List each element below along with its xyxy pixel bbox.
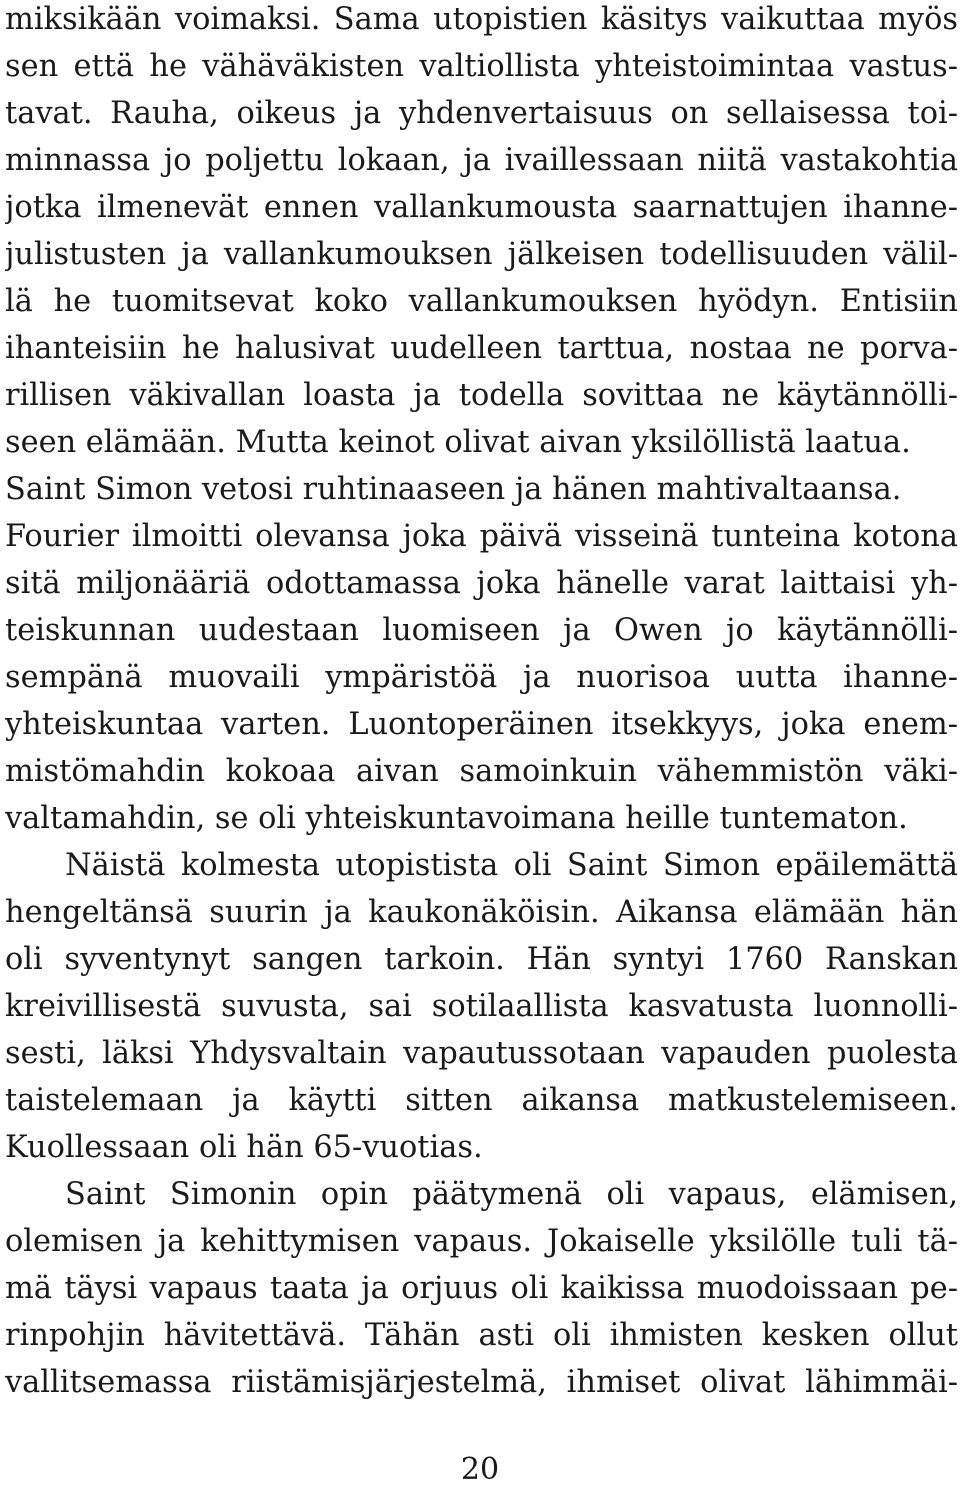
text-line: mä täysi vapaus taata ja orjuus oli kaikissa muodoissaan pe- bbox=[5, 1271, 958, 1306]
text-line: Fourier ilmoitti olevansa joka päivä visseinä tunteina kotona bbox=[5, 519, 958, 554]
text-line: seen elämään. Mutta keinot olivat aivan yksilöllistä laatua. bbox=[5, 425, 911, 460]
text-line: kreivillisestä suvusta, sai sotilaallista kasvatusta luonnolli- bbox=[5, 989, 958, 1024]
text-line: teiskunnan uudestaan luomiseen ja Owen jo käytännölli- bbox=[5, 613, 958, 648]
text-line: rillisen väkivallan loasta ja todella sovittaa ne käytännölli- bbox=[5, 378, 958, 413]
text-line: lä he tuomitsevat koko vallankumouksen hyödyn. Entisiin bbox=[5, 284, 958, 319]
body-text bbox=[5, 0, 958, 1406]
text-line: minnassa jo poljettu lokaan, ja ivaillessaan niitä vastakohtia bbox=[5, 143, 958, 178]
text-line: valtamahdin, se oli yhteiskuntavoimana heille tuntematon. bbox=[5, 801, 908, 836]
text-line: olemisen ja kehittymisen vapaus. Jokaiselle yksilölle tuli tä- bbox=[5, 1224, 958, 1259]
text-line: vallitsemassa riistämisjärjestelmä, ihmiset olivat lähimmäi- bbox=[5, 1365, 958, 1400]
text-line: mistömahdin kokoaa aivan samoinkuin vähemmistön väki- bbox=[5, 754, 958, 789]
text-line: rinpohjin hävitettävä. Tähän asti oli ihmisten kesken ollut bbox=[5, 1318, 958, 1353]
text-line: Saint Simon vetosi ruhtinaaseen ja hänen mahtivaltaansa. bbox=[5, 472, 902, 507]
page-number: 20 bbox=[460, 1452, 500, 1487]
text-line: yhteiskuntaa varten. Luontoperäinen itsekkyys, joka enem- bbox=[5, 707, 958, 742]
text-line: sempänä muovaili ympäristöä ja nuorisoa uutta ihanne- bbox=[5, 660, 958, 695]
text-line: Saint Simonin opin päätymenä oli vapaus, elämisen, bbox=[65, 1177, 958, 1212]
text-line: Kuollessaan oli hän 65-vuotias. bbox=[5, 1130, 483, 1165]
text-line: jotka ilmenevät ennen vallankumousta saarnattujen ihanne- bbox=[5, 190, 958, 225]
text-line: tavat. Rauha, oikeus ja yhdenvertaisuus on sellaisessa toi- bbox=[5, 96, 958, 131]
text-line: hengeltänsä suurin ja kaukonäköisin. Aikansa elämään hän bbox=[5, 895, 958, 930]
text-line: sitä miljonääriä odottamassa joka hänelle varat laittaisi yh- bbox=[5, 566, 958, 601]
text-line: oli syventynyt sangen tarkoin. Hän syntyi 1760 Ranskan bbox=[5, 942, 958, 977]
text-line: sen että he vähäväkisten valtiollista yhteistoimintaa vastus- bbox=[5, 49, 958, 84]
text-line: Näistä kolmesta utopistista oli Saint Simon epäilemättä bbox=[65, 848, 958, 883]
text-line: sesti, läksi Yhdysvaltain vapautussotaan vapauden puolesta bbox=[5, 1036, 958, 1071]
text-line: ihanteisiin he halusivat uudelleen tarttua, nostaa ne porva- bbox=[5, 331, 958, 366]
text-line: julistusten ja vallankumouksen jälkeisen todellisuuden välil- bbox=[5, 237, 958, 272]
text-line: taistelemaan ja käytti sitten aikansa matkustelemiseen. bbox=[5, 1083, 958, 1118]
text-line: miksikään voimaksi. Sama utopistien käsitys vaikuttaa myös bbox=[5, 2, 958, 37]
